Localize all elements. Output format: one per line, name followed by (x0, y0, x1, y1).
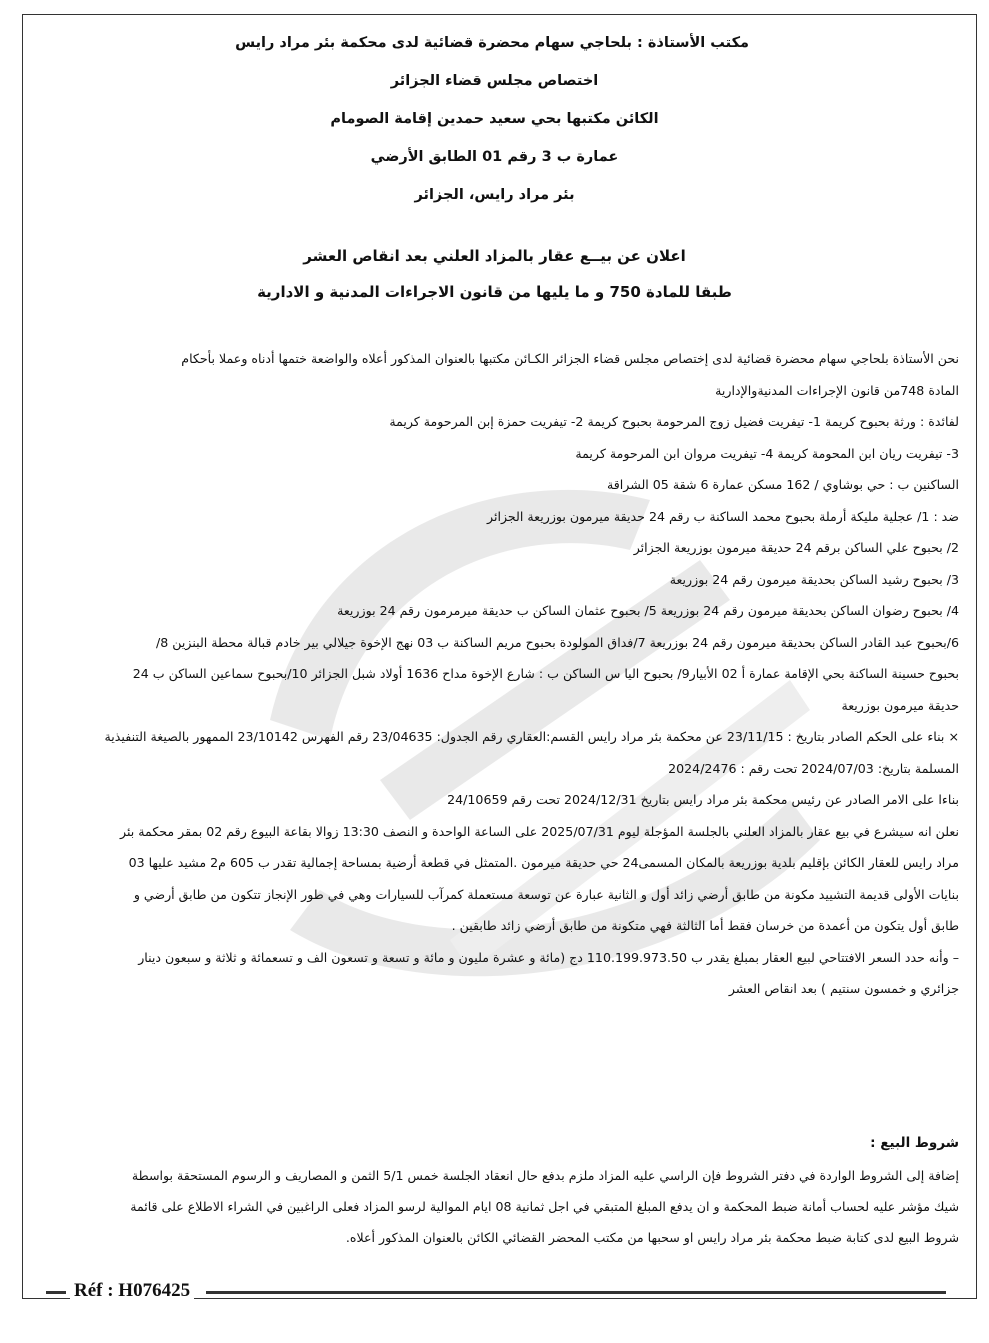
body-line: بحبوح حسينة الساكنة بحي الإقامة عمارة أ 02 الأبيار9/ بحبوح اليا س الساكن ب : شارع الإخوة مداح 1636 أولاد شبل الجزائر 10/بحبوح سماعين الساكن ب 24 (132, 666, 959, 681)
body-line: الساكنين ب : حي بوشاوي / 162 مسكن عمارة 6 شقة 05 الشراقة (606, 477, 959, 492)
office-address: الكائن مكتبها بحي سعيد حمدين إقامة الصومام (330, 111, 659, 127)
reference-rule-right (206, 1291, 946, 1294)
body-line: – وأنه حدد السعر الافتتاحي لبيع العقار بمبلغ يقدر ب 110.199.973.50 دج (مائة و عشرة مليون و مائة و تسعة و تسعون الف و تسعمائة و ثلاثة و سبعون دينار (138, 949, 959, 965)
office-building: عمارة ب 3 رقم 01 الطابق الأرضي (370, 149, 619, 165)
office-name: مكتب الأستاذة : بلحاجي سهام محضرة قضائية لدى محكمة بئر مراد رايس (235, 35, 749, 51)
body-line: حديقة ميرمون بوزريعة (841, 697, 959, 713)
body-line: ضد : 1/ عجلية مليكة أرملة بحبوح محمد الساكنة ب رقم 24 حديقة ميرمون بوزريعة الجزائر (487, 508, 959, 524)
body-line: طابق أول يتكون من أعمدة من خرسان فقط أما الثالثة فهي متكونة من طابق أرضي زائد طابقين . (451, 918, 959, 933)
reference-bar (0, 1276, 989, 1306)
office-jurisdiction: اختصاص مجلس قضاء الجزائر (390, 73, 599, 89)
notice-title-main: اعلان عن بيــع عقار بالمزاد العلني بعد انقاص العشر (303, 247, 686, 265)
conditions-line: شروط البيع لدى كتابة ضبط محكمة بئر مراد رايس او سحبها من مكتب المحضر القضائي الكائن بالعنوان المذكور أعلاه. (345, 1230, 959, 1245)
notice-title-legal-basis: طبقا للمادة 750 و ما يليها من قانون الاجراءات المدنية و الادارية (257, 283, 732, 301)
body-line: 3/ بحبوح رشيد الساكن بحديقة ميرمون رقم 24 بوزريعة (669, 571, 959, 587)
body-line: 2/ بحبوح علي الساكن برقم 24 حديقة ميرمون بوزريعة الجزائر (633, 540, 959, 555)
body-line: جزائري و خمسون سنتيم ) بعد انقاص العشر (728, 981, 959, 996)
notice-body (48, 343, 959, 1005)
body-line: المادة 748من قانون الإجراءات المدنيةوالإدارية (715, 382, 959, 398)
body-line: 6/بحبوح عبد القادر الساكن بحديقة ميرمون رقم 24 بوزريعة 7/فداق المولودة بحبوح مريم الساكنة ب 03 نهج الإخوة جيلالي بير خادم قبالة محطة البنزين 8/ (156, 634, 959, 650)
body-line: المسلمة بتاريخ: 2024/07/03 تحت رقم : 2024/2476 (668, 760, 959, 776)
body-line: 4/ بحبوح رضوان الساكن بحديقة ميرمون رقم 24 بوزريعة 5/ بحبوح عثمان الساكن ب حديقة ميرمرمون رقم 24 بوزريعة (337, 603, 959, 618)
body-line: بنايات الأولى قديمة التشييد مكونة من طابق أرضي زائد أول و الثانية عبارة عن توسعة مستعملة كمرآب للسيارات وهي في طور الإنجاز تتكون من طابق أرضي و (133, 886, 959, 902)
body-line: لفائدة : ورثة بحبوح كريمة 1- تيفريت فضيل زوج المرحومة بحبوح كريمة 2- تيفريت حمزة إبن المرحومة كريمة (389, 414, 959, 429)
body-line: نحن الأستاذة بلحاجي سهام محضرة قضائية لدى إختصاص مجلس قضاء الجزائر الكـائن مكتبها بالعنوان المذكور أعلاه والواضعة ختمها أدناه وعملا بأحكام (181, 351, 959, 366)
reference-rule-left (46, 1291, 66, 1294)
sale-conditions (48, 1126, 959, 1253)
body-line: × بناء على الحكم الصادر بتاريخ : 23/11/15 عن محكمة بئر مراد رايس القسم:العقاري رقم الجدول: 23/04635 رقم الفهرس 23/10142 الممهور بالصيغة التنفيذية (104, 729, 959, 744)
body-line: بناءا على الامر الصادر عن رئيس محكمة بئر مراد رايس بتاريخ 2024/12/31 تحت رقم 24/10659 (447, 792, 959, 807)
body-line: نعلن انه سيشرع في بيع عقار بالمزاد العلني بالجلسة المؤجلة ليوم 2025/07/31 على الساعة الواحدة و النصف 13:30 زوالا بقاعة البيوع رقم 02 بمقر محكمة بئر (120, 823, 959, 839)
body-line: مراد رايس للعقار الكائن بإقليم بلدية بوزريعة بالمكان المسمى24 حي حديقة ميرمون .المتمثل في قطعة أرضية بمساحة إجمالية تقدر ب 605 م2 مشيد عليها 03 (128, 855, 959, 870)
body-line: 3- تيفريت ريان ابن المحومة كريمة 4- تيفريت مروان ابن المرحومة كريمة (575, 445, 959, 461)
reference-number: Réf : H076425 (70, 1278, 194, 1304)
conditions-line: إضافة إلى الشروط الواردة في دفتر الشروط فإن الراسي عليه المزاد ملزم بدفع حال انعقاد الجلسة خمس 5/1 الثمن و المصاريف و الرسوم المستحقة بواسطة (131, 1168, 959, 1183)
office-header (40, 24, 949, 214)
conditions-line: شيك مؤشر عليه لحساب أمانة ضبط المحكمة و ان يدفع المبلغ المتبقي في اجل ثمانية 08 ايام الموالية لرسو المزاد فعلى الراغبين في الشراء الاطلاع على قائمة (130, 1199, 959, 1214)
notice-title (40, 238, 949, 310)
sale-conditions-title: شروط البيع : (870, 1135, 959, 1151)
office-city: بئر مراد رايس، الجزائر (414, 187, 575, 203)
